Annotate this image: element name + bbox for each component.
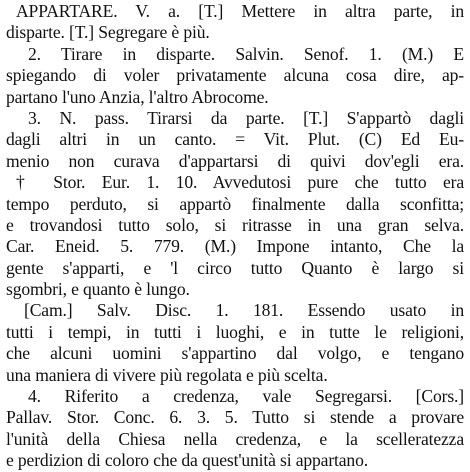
entry-line: 4. Riferito a credenza, vale Segregarsi. [Cors.] <box>28 386 464 407</box>
entry-line: che alcuni uomini s'appartino dal volgo, e tengano <box>6 343 464 364</box>
entry-line: disparte. [T.] Segregare è più. <box>6 22 210 43</box>
entry-line: Car. Eneid. 5. 779. (M.) Impone intanto, Che la <box>6 236 464 257</box>
entry-line: partano l'uno Anzia, l'altro Abrocome. <box>6 86 269 107</box>
entry-line: 3. N. pass. Tirarsi da parte. [T.] S'appartò dagli <box>28 107 464 128</box>
entry-line: [Cam.] Salv. Disc. 1. 181. Essendo usato in <box>24 300 464 321</box>
entry-line: 2. Tirare in disparte. Salvin. Senof. 1. (M.) E <box>28 43 464 64</box>
entry-line: gente s'apparti, e 'l circo tutto Quanto è largo si <box>6 257 464 278</box>
entry-line: menio non curava d'appartarsi di quivi dov'egli era. <box>6 150 464 171</box>
entry-line: e trovandosi tutto solo, si ritrasse in una gran selva. <box>6 214 464 235</box>
entry-line: una maniera di vivere più regolata e più scelta. <box>6 364 328 385</box>
entry-line: e perdizion di coloro che da quest'unità si appartano. <box>6 450 368 471</box>
entry-line: dagli altri in un canto. = Vit. Plut. (C) Ed Eu- <box>6 129 464 150</box>
entry-line: tutti i tempi, in tutti i luoghi, e in tutte le religioni, <box>6 321 464 342</box>
entry-line: l'unità della Chiesa nella credenza, e la scelleratezza <box>6 428 464 449</box>
entry-line: tempo perduto, si appartò finalmente dalla sconfitta; <box>6 193 464 214</box>
entry-line: † Stor. Eur. 1. 10. Avvedutosi pure che tutto era <box>16 172 464 193</box>
entry-line: Pallav. Stor. Conc. 6. 3. 5. Tutto si stende a provare <box>6 407 464 428</box>
entry-line: sgombri, e quanto è lungo. <box>6 279 190 300</box>
entry-line: spiegando di voler privatamente alcuna cosa dire, ap- <box>6 65 464 86</box>
entry-line: APPARTARE. V. a. [T.] Mettere in altra parte, in <box>16 1 464 21</box>
